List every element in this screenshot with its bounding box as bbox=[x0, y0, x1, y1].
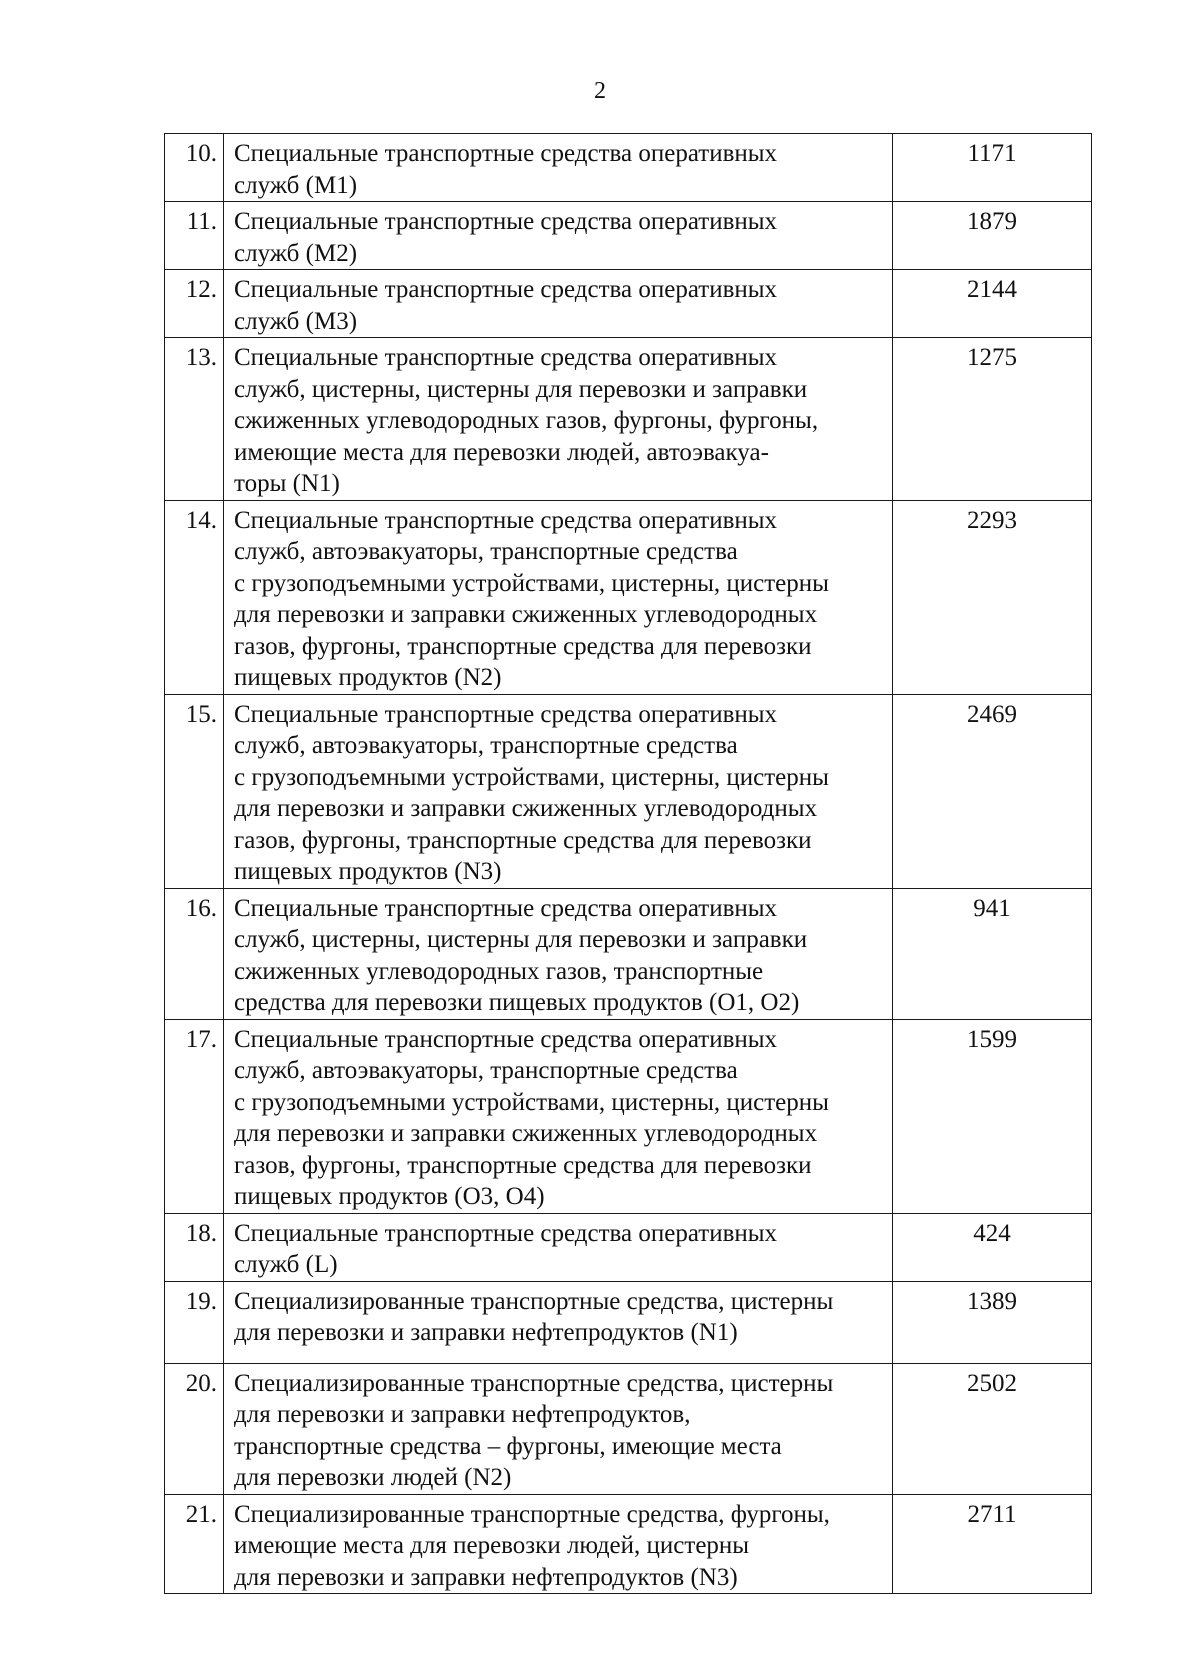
row-description: Специальные транспортные средства оперативных служб, автоэвакуаторы, транспортные средства с грузоподъемными устройствами, цистерны, цистерны для перевозки и заправки сжиженных углеводородных газов, фургоны, транспортные средства для перевозки пищевых продуктов (N2) bbox=[224, 500, 893, 694]
rates-table bbox=[164, 133, 1092, 1594]
row-value: 2469 bbox=[893, 694, 1092, 888]
row-description: Специальные транспортные средства оперативных служб, цистерны, цистерны для перевозки и заправки сжиженных углеводородных газов, фургоны, фургоны, имеющие места для перевозки людей, автоэвакуа- торы (N1) bbox=[224, 338, 893, 501]
table-row bbox=[165, 338, 1092, 501]
row-description: Специальные транспортные средства оперативных служб (L) bbox=[224, 1213, 893, 1281]
row-value: 2711 bbox=[893, 1494, 1092, 1594]
row-description: Специализированные транспортные средства, фургоны, имеющие места для перевозки людей, цистерны для перевозки и заправки нефтепродуктов (N3) bbox=[224, 1494, 893, 1594]
row-description: Специальные транспортные средства оперативных служб, автоэвакуаторы, транспортные средства с грузоподъемными устройствами, цистерны, цистерны для перевозки и заправки сжиженных углеводородных газов, фургоны, транспортные средства для перевозки пищевых продуктов (О3, О4) bbox=[224, 1019, 893, 1213]
row-value: 1599 bbox=[893, 1019, 1092, 1213]
row-description: Специальные транспортные средства оперативных служб (М3) bbox=[224, 270, 893, 338]
row-description: Специализированные транспортные средства, цистерны для перевозки и заправки нефтепродуктов, транспортные средства – фургоны, имеющие места для перевозки людей (N2) bbox=[224, 1363, 893, 1494]
row-value: 2144 bbox=[893, 270, 1092, 338]
row-number: 16. bbox=[165, 888, 224, 1019]
table-row bbox=[165, 694, 1092, 888]
row-description: Специальные транспортные средства оперативных служб (М1) bbox=[224, 134, 893, 202]
row-description: Специальные транспортные средства оперативных служб, цистерны, цистерны для перевозки и заправки сжиженных углеводородных газов, транспортные средства для перевозки пищевых продуктов (О1, О2) bbox=[224, 888, 893, 1019]
page-number: 2 bbox=[594, 78, 606, 104]
table-row bbox=[165, 500, 1092, 694]
row-number: 18. bbox=[165, 1213, 224, 1281]
table-row bbox=[165, 888, 1092, 1019]
row-number: 15. bbox=[165, 694, 224, 888]
row-value: 941 bbox=[893, 888, 1092, 1019]
row-number: 20. bbox=[165, 1363, 224, 1494]
row-value: 1879 bbox=[893, 202, 1092, 270]
row-number: 21. bbox=[165, 1494, 224, 1594]
table-row bbox=[165, 1281, 1092, 1363]
row-value: 2293 bbox=[893, 500, 1092, 694]
row-number: 17. bbox=[165, 1019, 224, 1213]
row-description: Специальные транспортные средства оперативных служб, автоэвакуаторы, транспортные средства с грузоподъемными устройствами, цистерны, цистерны для перевозки и заправки сжиженных углеводородных газов, фургоны, транспортные средства для перевозки пищевых продуктов (N3) bbox=[224, 694, 893, 888]
table-row bbox=[165, 1213, 1092, 1281]
row-number: 19. bbox=[165, 1281, 224, 1363]
row-description: Специализированные транспортные средства, цистерны для перевозки и заправки нефтепродуктов (N1) bbox=[224, 1281, 893, 1363]
row-number: 11. bbox=[165, 202, 224, 270]
table-row bbox=[165, 1019, 1092, 1213]
table-row bbox=[165, 1363, 1092, 1494]
row-number: 12. bbox=[165, 270, 224, 338]
row-value: 1171 bbox=[893, 134, 1092, 202]
row-description: Специальные транспортные средства оперативных служб (М2) bbox=[224, 202, 893, 270]
row-value: 424 bbox=[893, 1213, 1092, 1281]
table-row bbox=[165, 202, 1092, 270]
table-row bbox=[165, 1494, 1092, 1594]
table-row bbox=[165, 134, 1092, 202]
row-value: 1389 bbox=[893, 1281, 1092, 1363]
row-value: 1275 bbox=[893, 338, 1092, 501]
row-number: 10. bbox=[165, 134, 224, 202]
row-value: 2502 bbox=[893, 1363, 1092, 1494]
table-row bbox=[165, 270, 1092, 338]
row-number: 13. bbox=[165, 338, 224, 501]
row-number: 14. bbox=[165, 500, 224, 694]
